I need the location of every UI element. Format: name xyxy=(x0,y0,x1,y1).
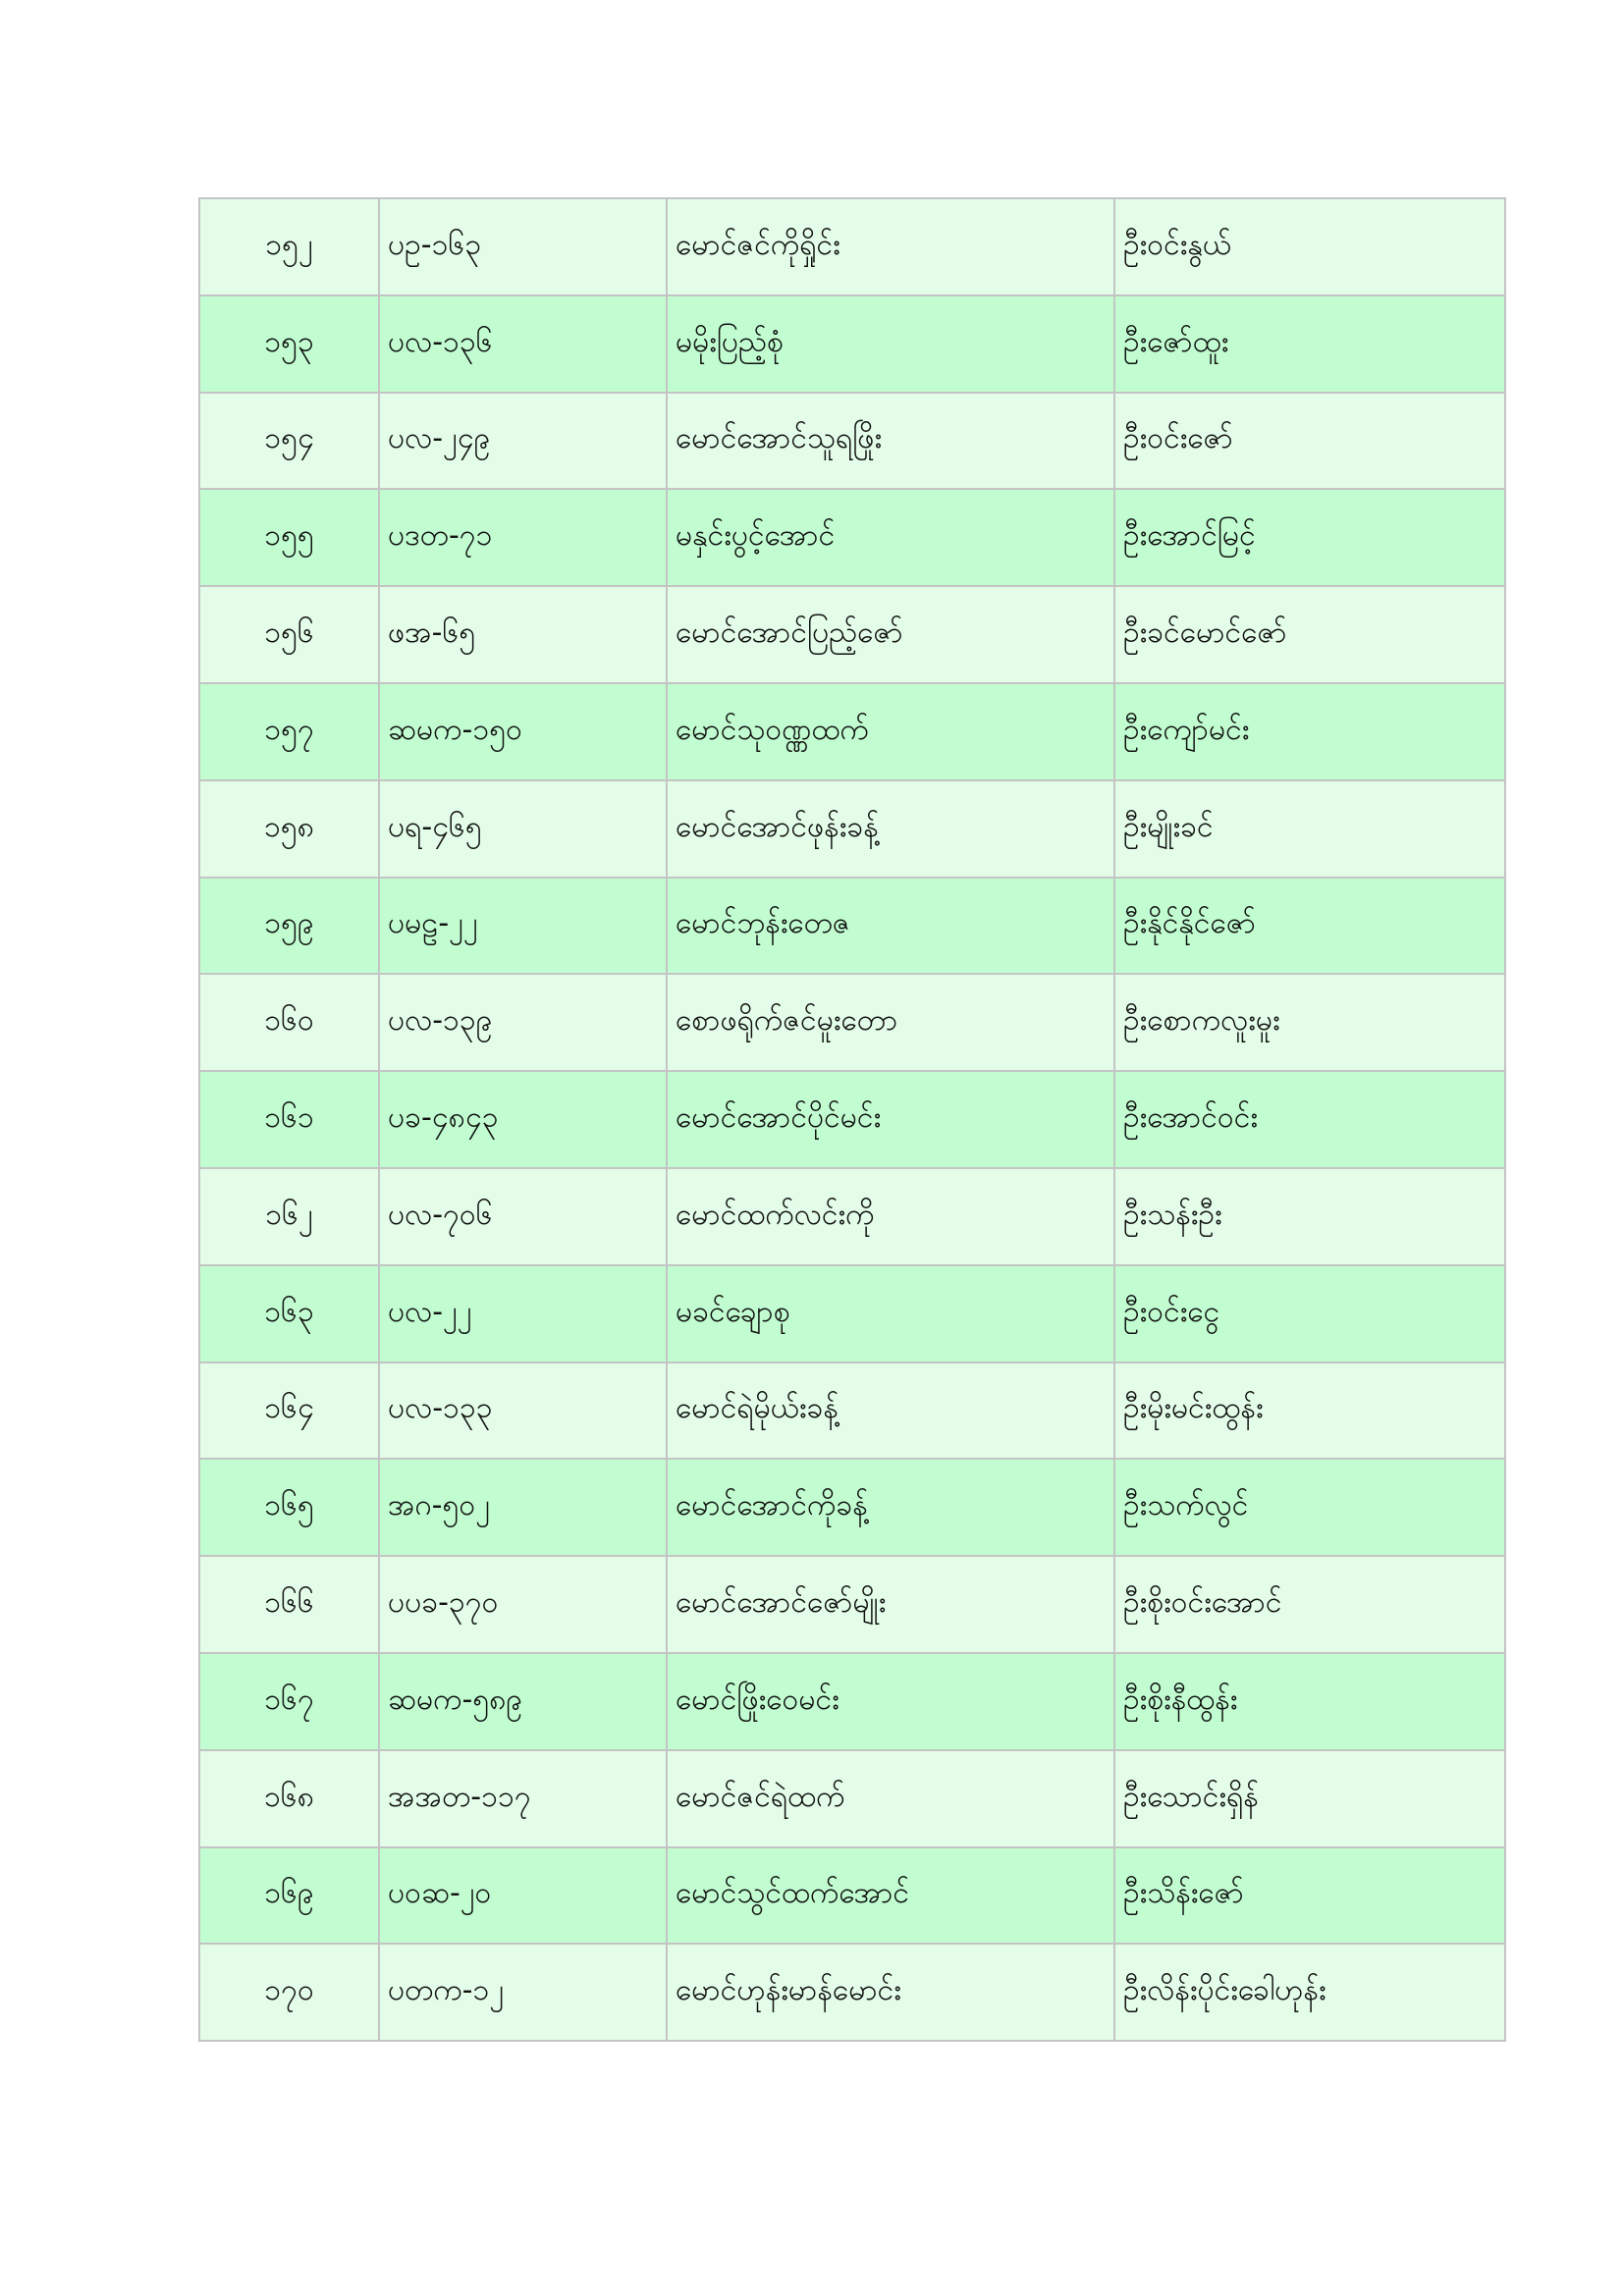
student-name-cell: မမိုးပြည့်စုံ xyxy=(667,295,1114,393)
registration-id-cell: ပမဠ-၂၂ xyxy=(379,878,667,975)
row-number-cell: ၁၆၀ xyxy=(199,974,379,1071)
table-row xyxy=(199,295,1505,393)
father-name-cell: ဦးစောကလူးမူး xyxy=(1114,974,1505,1071)
table-row xyxy=(199,780,1505,878)
student-name-cell: မောင်ထက်လင်းကို xyxy=(667,1168,1114,1265)
row-number-cell: ၁၅၇ xyxy=(199,683,379,780)
row-number-cell: ၁၆၅ xyxy=(199,1459,379,1556)
father-name-cell: ဦးသက်လွင် xyxy=(1114,1459,1505,1556)
student-name-cell: မောင်အောင်ကိုခန့် xyxy=(667,1459,1114,1556)
row-number-cell: ၁၅၆ xyxy=(199,586,379,683)
registration-id-cell: အအတ-၁၁၇ xyxy=(379,1750,667,1847)
row-number-cell: ၁၅၄ xyxy=(199,393,379,490)
student-name-cell: မောင်အောင်ဖုန်းခန့် xyxy=(667,780,1114,878)
father-name-cell: ဦးဇော်ထူး xyxy=(1114,295,1505,393)
row-number-cell: ၁၆၆ xyxy=(199,1556,379,1653)
row-number-cell: ၁၆၉ xyxy=(199,1847,379,1945)
student-name-cell: မောင်အောင်ပြည့်ဇော် xyxy=(667,586,1114,683)
student-name-cell: မောင်ဟုန်းမာန်မောင်း xyxy=(667,1944,1114,2041)
father-name-cell: ဦးသန်းဦး xyxy=(1114,1168,1505,1265)
student-name-cell: မောင်သုဝဏ္ဏထက် xyxy=(667,683,1114,780)
father-name-cell: ဦးမိုးမင်းထွန်း xyxy=(1114,1362,1505,1460)
father-name-cell: ဦးသိန်းဇော် xyxy=(1114,1847,1505,1945)
row-number-cell: ၁၆၃ xyxy=(199,1265,379,1362)
row-number-cell: ၁၅၅ xyxy=(199,489,379,586)
student-name-cell: မောင်သွင်ထက်အောင် xyxy=(667,1847,1114,1945)
student-roster-table xyxy=(198,197,1506,2042)
table-row xyxy=(199,878,1505,975)
table-row xyxy=(199,586,1505,683)
registration-id-cell: အဂ-၅၀၂ xyxy=(379,1459,667,1556)
registration-id-cell: ပလ-၁၃၆ xyxy=(379,295,667,393)
row-number-cell: ၁၆၁ xyxy=(199,1071,379,1168)
student-name-cell: မောင်ရဲမိုယ်းခန့် xyxy=(667,1362,1114,1460)
table-row xyxy=(199,1459,1505,1556)
table-row xyxy=(199,683,1505,780)
student-name-cell: မောင်ဘုန်းတေဇ xyxy=(667,878,1114,975)
registration-id-cell: ပလ-၂၄၉ xyxy=(379,393,667,490)
table-row xyxy=(199,1265,1505,1362)
student-name-cell: မောင်အောင်ဇော်မျိုး xyxy=(667,1556,1114,1653)
table-row xyxy=(199,1847,1505,1945)
student-name-cell: မနှင်းပွင့်အောင် xyxy=(667,489,1114,586)
student-name-cell: မောင်အောင်ပိုင်မင်း xyxy=(667,1071,1114,1168)
registration-id-cell: ပလ-၂၂ xyxy=(379,1265,667,1362)
registration-id-cell: ဆမက-၁၅၀ xyxy=(379,683,667,780)
registration-id-cell: ပဥ-၁၆၃ xyxy=(379,198,667,295)
row-number-cell: ၁၆၈ xyxy=(199,1750,379,1847)
father-name-cell: ဦးလိန်းပိုင်းခေါဟုန်း xyxy=(1114,1944,1505,2041)
student-name-cell: မောင်အောင်သူရဖြိုး xyxy=(667,393,1114,490)
registration-id-cell: ပဒတ-၇၁ xyxy=(379,489,667,586)
student-name-cell: မောင်ဖြိုးဝေမင်း xyxy=(667,1653,1114,1750)
father-name-cell: ဦးသောင်းရှိန် xyxy=(1114,1750,1505,1847)
row-number-cell: ၁၆၂ xyxy=(199,1168,379,1265)
father-name-cell: ဦးခင်မောင်ဇော် xyxy=(1114,586,1505,683)
father-name-cell: ဦးစိုးနီထွန်း xyxy=(1114,1653,1505,1750)
table-row xyxy=(199,393,1505,490)
table-row xyxy=(199,198,1505,295)
table-row xyxy=(199,974,1505,1071)
table-row xyxy=(199,1750,1505,1847)
table-row xyxy=(199,1362,1505,1460)
student-name-cell: မောင်ဇင်ကိုရှိုင်း xyxy=(667,198,1114,295)
registration-id-cell: ပလ-၇၀၆ xyxy=(379,1168,667,1265)
father-name-cell: ဦးအောင်မြင့် xyxy=(1114,489,1505,586)
registration-id-cell: ပလ-၁၃၉ xyxy=(379,974,667,1071)
row-number-cell: ၁၅၈ xyxy=(199,780,379,878)
table-row xyxy=(199,1168,1505,1265)
row-number-cell: ၁၆၇ xyxy=(199,1653,379,1750)
registration-id-cell: ပဝဆ-၂၀ xyxy=(379,1847,667,1945)
registration-id-cell: ဖအ-၆၅ xyxy=(379,586,667,683)
father-name-cell: ဦးနိုင်နိုင်ဇော် xyxy=(1114,878,1505,975)
student-name-cell: မောင်ဇင်ရဲထက် xyxy=(667,1750,1114,1847)
registration-id-cell: ပရ-၄၆၅ xyxy=(379,780,667,878)
row-number-cell: ၁၅၃ xyxy=(199,295,379,393)
registration-id-cell: ပပခ-၃၇၀ xyxy=(379,1556,667,1653)
row-number-cell: ၁၅၂ xyxy=(199,198,379,295)
student-name-cell: စောဖရိုက်ဇင်မူးတော xyxy=(667,974,1114,1071)
roster-body xyxy=(199,198,1505,2041)
row-number-cell: ၁၇၀ xyxy=(199,1944,379,2041)
row-number-cell: ၁၆၄ xyxy=(199,1362,379,1460)
registration-id-cell: ပတက-၁၂ xyxy=(379,1944,667,2041)
table-row xyxy=(199,1556,1505,1653)
father-name-cell: ဦးကျော်မင်း xyxy=(1114,683,1505,780)
table-row xyxy=(199,1071,1505,1168)
father-name-cell: ဦးအောင်ဝင်း xyxy=(1114,1071,1505,1168)
table-row xyxy=(199,1653,1505,1750)
student-name-cell: မခင်ချောစု xyxy=(667,1265,1114,1362)
father-name-cell: ဦးဝင်းငွေ xyxy=(1114,1265,1505,1362)
father-name-cell: ဦးဝင်းဇော် xyxy=(1114,393,1505,490)
row-number-cell: ၁၅၉ xyxy=(199,878,379,975)
registration-id-cell: ဆမက-၅၈၉ xyxy=(379,1653,667,1750)
registration-id-cell: ပလ-၁၃၃ xyxy=(379,1362,667,1460)
father-name-cell: ဦးစိုးဝင်းအောင် xyxy=(1114,1556,1505,1653)
table-row xyxy=(199,489,1505,586)
registration-id-cell: ပခ-၄၈၄၃ xyxy=(379,1071,667,1168)
father-name-cell: ဦးမျိုးခင် xyxy=(1114,780,1505,878)
table-row xyxy=(199,1944,1505,2041)
father-name-cell: ဦးဝင်းနွယ် xyxy=(1114,198,1505,295)
